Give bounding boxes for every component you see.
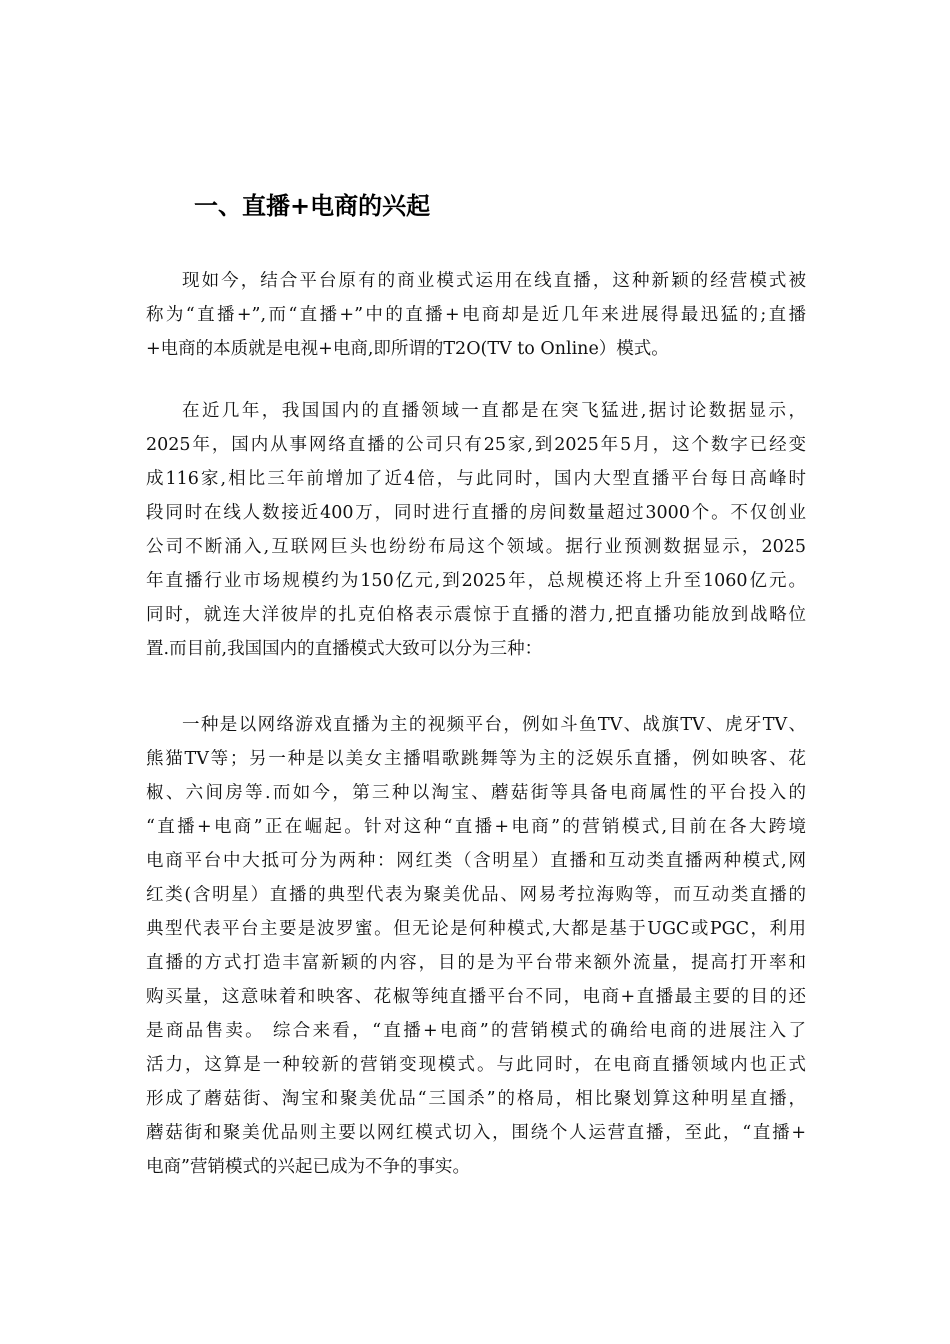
paragraph-line: 年直播行业市场规模约为150亿元,到2025年，总规模还将上升至1060亿元。 [146,571,806,591]
paragraph-line: 电商平台中大抵可分为两种：网红类（含明星）直播和互动类直播两种模式,网 [146,851,806,871]
paragraph-line: 一种是以网络游戏直播为主的视频平台，例如斗鱼TV、战旗TV、虎牙TV、 [182,715,806,735]
paragraph-line: 公司不断涌入,互联网巨头也纷纷布局这个领域。据行业预测数据显示，2025 [146,537,806,557]
paragraph-line: +电商的本质就是电视+电商,即所谓的T2O(TV to Online）模式。 [146,339,669,359]
paragraph-line: 椒、六间房等.而如今，第三种以淘宝、蘑菇街等具备电商属性的平台投入的 [146,783,806,803]
paragraph-2 [146,394,806,666]
paragraph-line: 成116家,相比三年前增加了近4倍，与此同时，国内大型直播平台每日高峰时 [146,469,806,489]
paragraph-line: “直播+电商”正在崛起。针对这种“直播+电商”的营销模式,目前在各大跨境 [146,817,806,837]
paragraph-line: 形成了蘑菇街、淘宝和聚美优品“三国杀”的格局，相比聚划算这种明星直播， [146,1089,806,1109]
paragraph-line: 熊猫TV等；另一种是以美女主播唱歌跳舞等为主的泛娱乐直播，例如映客、花 [146,749,806,769]
paragraph-3 [146,708,806,1184]
paragraph-line: 蘑菇街和聚美优品则主要以网红模式切入，围绕个人运营直播，至此，“直播+ [146,1123,806,1143]
paragraph-line: 是商品售卖。 综合来看，“直播+电商”的营销模式的确给电商的进展注入了 [146,1021,806,1041]
paragraph-line: 现如今，结合平台原有的商业模式运用在线直播，这种新颖的经营模式被 [182,271,806,291]
paragraph-line: 在近几年，我国国内的直播领域一直都是在突飞猛进,据讨论数据显示， [182,401,806,421]
paragraph-line: 活力，这算是一种较新的营销变现模式。与此同时，在电商直播领域内也正式 [146,1055,806,1075]
paragraph-line: 置.而目前,我国国内的直播模式大致可以分为三种： [146,639,543,659]
paragraph-line: 典型代表平台主要是波罗蜜。但无论是何种模式,大都是基于UGC或PGC，利用 [146,919,806,939]
paragraph-line: 2025年，国内从事网络直播的公司只有25家,到2025年5月，这个数字已经变 [146,435,806,455]
paragraph-line: 段同时在线人数接近400万，同时进行直播的房间数量超过3000个。不仅创业 [146,503,806,523]
paragraph-line: 称为“直播+”,而“直播+”中的直播+电商却是近几年来进展得最迅猛的;直播 [146,305,806,325]
section-heading: 一、直播+电商的兴起 [194,192,431,220]
paragraph-1 [146,264,806,366]
paragraph-line: 直播的方式打造丰富新颖的内容，目的是为平台带来额外流量，提高打开率和 [146,953,806,973]
paragraph-line: 红类(含明星）直播的典型代表为聚美优品、网易考拉海购等，而互动类直播的 [146,885,806,905]
paragraph-line: 电商”营销模式的兴起已成为不争的事实。 [146,1157,470,1177]
paragraph-line: 同时，就连大洋彼岸的扎克伯格表示震惊于直播的潜力,把直播功能放到战略位 [146,605,806,625]
paragraph-line: 购买量，这意味着和映客、花椒等纯直播平台不同，电商+直播最主要的目的还 [146,987,806,1007]
